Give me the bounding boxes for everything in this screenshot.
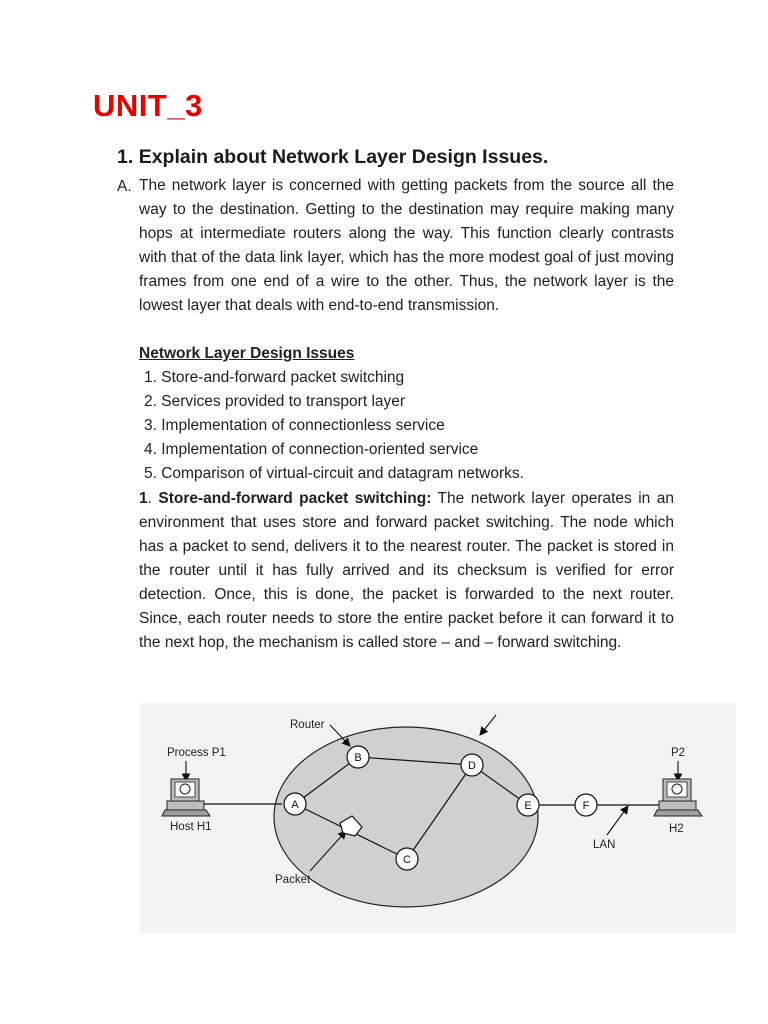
question-text: Explain about Network Layer Design Issues. (138, 146, 549, 168)
host-h1-label: Host H1 (170, 821, 212, 833)
list-item: 5. Comparison of virtual-circuit and datagram networks. (144, 465, 524, 482)
subnet-ellipse (274, 727, 538, 907)
packet-label: Packet (275, 874, 311, 886)
subnet-arrow (480, 715, 496, 735)
node-label-e: E (524, 800, 532, 812)
list-item: 3. Implementation of connectionless service (144, 417, 445, 434)
network-diagram (140, 703, 736, 933)
answer-intro: The network layer is concerned with getting packets from the source all the way to the destination. Getting to the destination may require making many hops at intermediate routers along the way. This function clearly contrasts with that of the data link layer, which has the more modest goal of just moving frames from one end of a wire to the other. Thus, the network layer is the lowest layer that deals with end-to-end transmission. (139, 177, 674, 314)
answer-letter: A. (117, 178, 132, 195)
issues-heading: Network Layer Design Issues (139, 345, 355, 362)
issues-list (139, 366, 674, 486)
node-label-c: C (403, 854, 411, 866)
computer-icon-h2 (654, 779, 702, 816)
question-number: 1. (117, 146, 134, 168)
list-item: 2. Services provided to transport layer (144, 393, 406, 410)
node-label-a: A (291, 799, 299, 811)
section1-text: The network layer operates in an environment that uses store and forward packet switching. The node which has a packet to send, delivers it to the nearest router. The packet is stored in the router until it has fully arrived and its checksum is verified for error detection. Once, this is done, the packet is forwarded to the next router. Since, each router needs to store the entire packet before it can forward it to the next hop, the mechanism is called store – and – forward switching. (139, 490, 674, 651)
computer-icon-h1 (162, 779, 210, 816)
unit-title: UNIT_3 (93, 88, 203, 123)
issues-block (139, 342, 674, 486)
question-heading (117, 146, 548, 169)
p2-label: P2 (671, 747, 686, 759)
lan-label: LAN (593, 839, 616, 851)
network-diagram-svg (140, 703, 736, 933)
section1-separator: . (147, 490, 152, 507)
node-label-d: D (468, 760, 476, 772)
h2-label: H2 (669, 823, 684, 835)
router-label: Router (290, 719, 325, 731)
section1-title: Store-and-forward packet switching: (158, 490, 432, 507)
lan-arrow (607, 806, 628, 835)
list-item: 4. Implementation of connection-oriented service (144, 441, 479, 458)
section1-number: 1 (139, 490, 148, 507)
section1-paragraph (139, 487, 674, 655)
process-p1-label: Process P1 (167, 747, 226, 759)
list-item: 1. Store-and-forward packet switching (144, 369, 405, 386)
node-label-b: B (354, 752, 362, 764)
node-label-f: F (582, 800, 590, 812)
